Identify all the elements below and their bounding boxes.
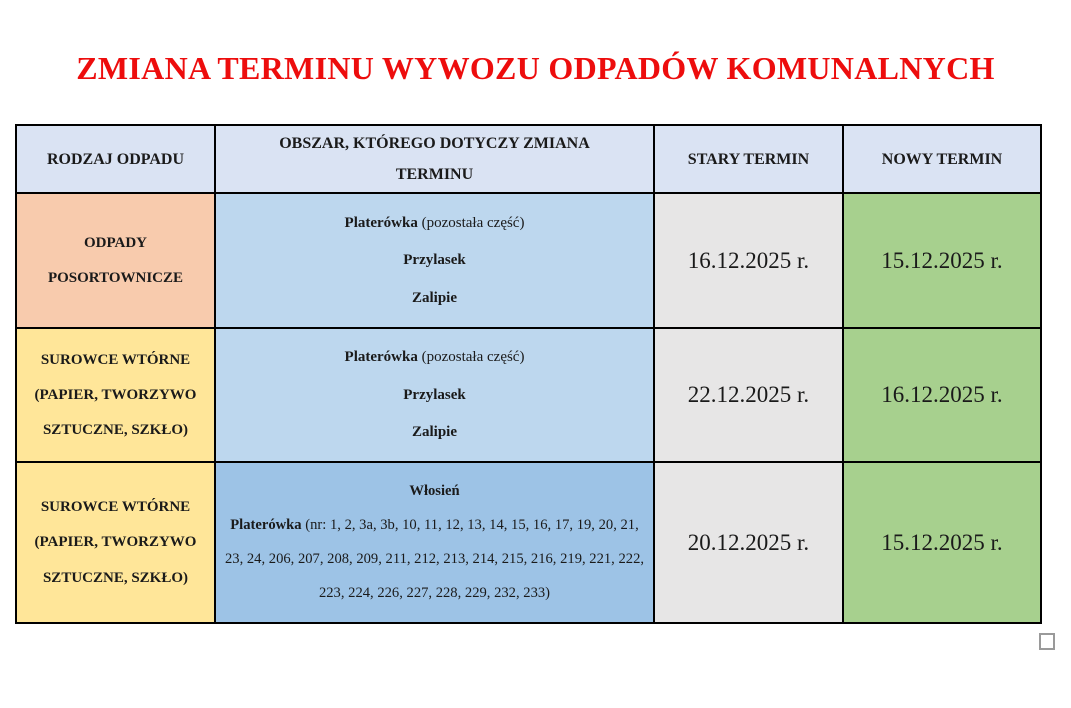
old-term-cell: 22.12.2025 r. bbox=[654, 328, 843, 462]
table-header-row bbox=[16, 125, 1041, 193]
waste-type-cell bbox=[16, 328, 215, 462]
area-locality-name: Przylasek bbox=[403, 252, 466, 269]
area-locality-name: Platerówka bbox=[344, 349, 418, 366]
page-title: ZMIANA TERMINU WYWOZU ODPADÓW KOMUNALNYCH bbox=[76, 50, 995, 86]
old-term-cell: 16.12.2025 r. bbox=[654, 193, 843, 328]
area-locality-name: Zalipie bbox=[411, 424, 457, 441]
area-locality-detail: (nr: 1, 2, 3a, 3b, 10, 11, 12, 13, 14, 15, 16, 17, 19, 20, 21, 23, 24, 206, 207, 208, 209, 211, 212, 213, 214, 215, 216, 219, 221, 222, 223, 224, 226, 227, 228, 229, 232, 233) bbox=[224, 517, 645, 601]
area-line bbox=[222, 205, 647, 243]
table-row bbox=[16, 328, 1041, 462]
area-locality-detail: (pozostała część) bbox=[417, 214, 525, 231]
new-term-cell: 15.12.2025 r. bbox=[843, 462, 1041, 623]
waste-schedule-table bbox=[15, 124, 1042, 624]
header-area-line-2: TERMINU bbox=[395, 166, 474, 184]
area-cell bbox=[215, 462, 654, 623]
table-row bbox=[16, 462, 1041, 623]
area-line bbox=[224, 509, 645, 611]
old-term-cell: 20.12.2025 r. bbox=[654, 462, 843, 623]
area-cell bbox=[215, 328, 654, 462]
waste-type-cell bbox=[16, 193, 215, 328]
waste-type-line: (PAPIER, TWORZYWO bbox=[34, 534, 197, 551]
area-locality-name: Włosień bbox=[409, 483, 460, 500]
area-locality-name: Przylasek bbox=[403, 386, 466, 403]
area-locality-name: Zalipie bbox=[411, 289, 457, 306]
waste-type-line: SZTUCZNE, SZKŁO) bbox=[42, 569, 189, 586]
header-area-line-1: OBSZAR, KTÓREGO DOTYCZY ZMIANA bbox=[279, 135, 590, 152]
new-term-cell: 15.12.2025 r. bbox=[843, 193, 1041, 328]
area-line bbox=[222, 242, 647, 280]
area-locality-name: Platerówka bbox=[230, 517, 302, 534]
header-old-term: STARY TERMIN bbox=[654, 125, 843, 193]
waste-type-cell bbox=[16, 462, 215, 623]
header-new-term: NOWY TERMIN bbox=[843, 125, 1041, 193]
header-area bbox=[215, 125, 654, 193]
new-term-cell: 16.12.2025 r. bbox=[843, 328, 1041, 462]
area-locality-detail: (pozostała część) bbox=[417, 349, 525, 366]
area-line bbox=[222, 377, 647, 415]
area-line bbox=[224, 475, 645, 509]
header-waste-type: RODZAJ ODPADU bbox=[16, 125, 215, 193]
area-locality-name: Platerówka bbox=[344, 214, 418, 231]
area-cell bbox=[215, 193, 654, 328]
waste-type-line: SZTUCZNE, SZKŁO) bbox=[42, 422, 189, 438]
table-row bbox=[16, 193, 1041, 328]
waste-type-line: (PAPIER, TWORZYWO bbox=[34, 386, 197, 403]
area-line bbox=[222, 339, 647, 377]
empty-character-box-icon bbox=[1039, 633, 1055, 650]
area-line bbox=[222, 414, 647, 452]
waste-type-line: SUROWCE WTÓRNE bbox=[40, 351, 191, 368]
waste-type-line: SUROWCE WTÓRNE bbox=[40, 499, 191, 515]
waste-type-line: POSORTOWNICZE bbox=[47, 269, 184, 286]
waste-type-line: ODPADY bbox=[83, 234, 148, 251]
area-line bbox=[222, 280, 647, 318]
